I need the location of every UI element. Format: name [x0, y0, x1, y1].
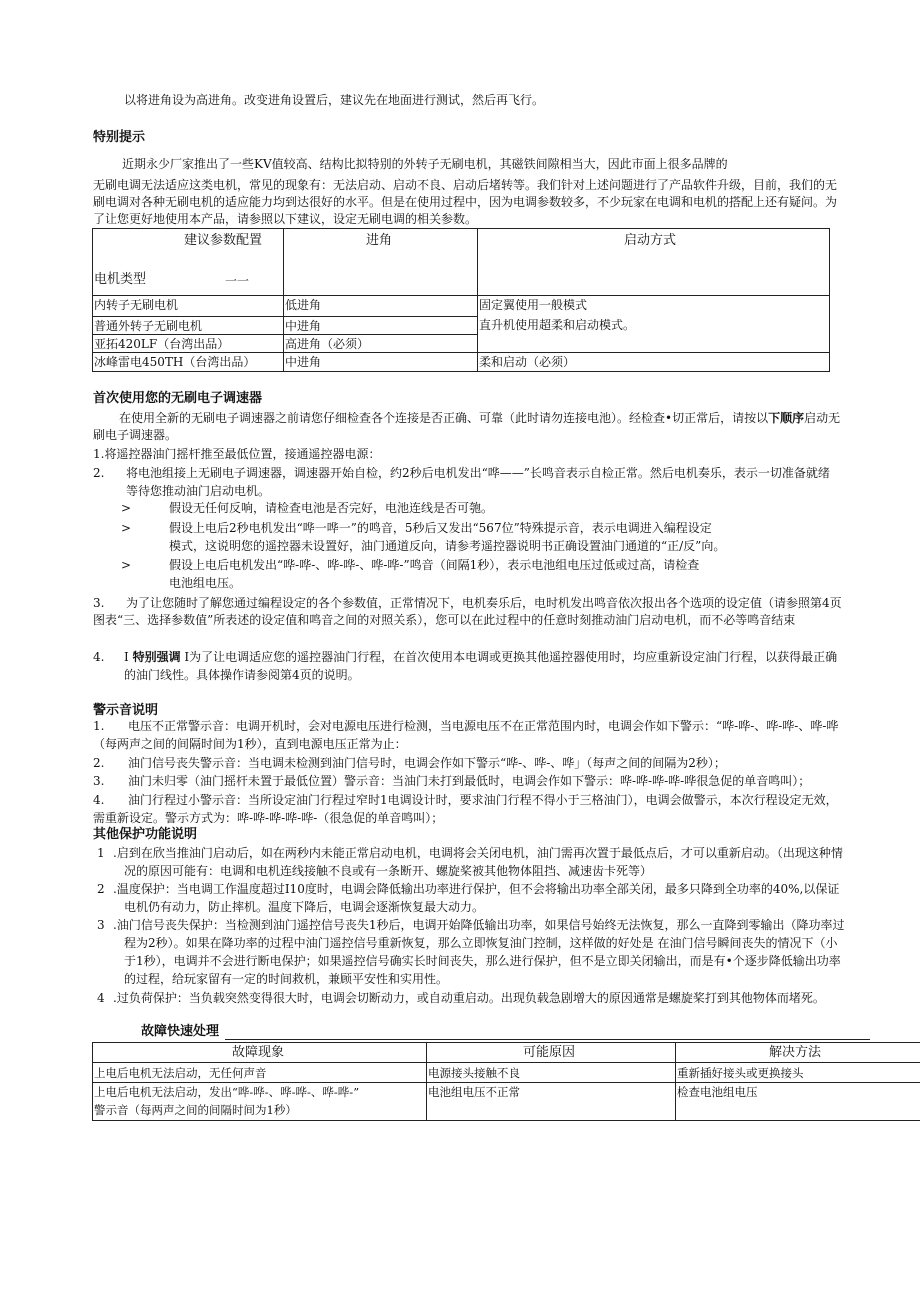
warning-number: 4. — [93, 793, 105, 807]
special-paragraph-line: 无刷电调无法适应这类电机，常见的现象有：无法启动、启动不良、启动后堵转等。我们针对上述问题进行了产品软件升级，目前，我们的无 — [93, 178, 838, 192]
param-corner-bottom: 电机类型 — [94, 272, 147, 287]
warning-item: 油门信号丧失警示音：当电调未检测到油门信号时，电调会作如下警示“哗-、哗-、哗」（每声之间的间隔为2秒）； — [128, 756, 726, 770]
special-paragraph-line: 刷电调对各种无刷电机的适应能力均到达很好的水平。但是在使用过程中，因为电调参数较多，不少玩家在电调和电机的搭配上还有疑问。为 — [93, 195, 838, 209]
warning-number: 2. — [93, 756, 105, 770]
first-use-item: 图表“三、选择参数值”所表述的设定值和鸣音之间的对照关系），您可以在此过程中的任意时刻推动油门启动电机，而不必等鸣音结束 — [93, 613, 796, 627]
first-use-paragraph: 刷电子调速器。 — [93, 428, 178, 442]
param-motor-cell: 普通外转子无刷电机 — [94, 319, 203, 333]
protection-item: 电机仍有动力，防止摔机。温度下降后，电调会逐渐恢复最大动力。 — [124, 900, 485, 914]
warning-number: 3. — [93, 774, 105, 788]
first-use-item-number: 4. — [93, 650, 105, 664]
special-paragraph-line: 近期永少厂家推出了一些KV值较高、结构比拟特别的外转子无刷电机，其磁铁间隙相当大，因此市面上很多品牌的 — [122, 157, 728, 171]
bullet-marker: > — [121, 501, 132, 515]
first-use-item: I 特别强调 I为了让电调适应您的遥控器油门行程，在首次使用本电调或更换其他遥控器使用时，均应重新设定油门行程，以获得最正确 — [124, 650, 838, 664]
protection-number: 4 — [97, 991, 105, 1005]
fault-symptom-cell: 上电后电机无法启动，无任何声音 — [94, 1066, 267, 1080]
param-corner-dash: 一一 — [225, 274, 250, 288]
first-use-item-number: 2. — [93, 466, 105, 480]
param-corner-top: 建议参数配置 — [184, 233, 263, 248]
protection-title: 其他保护功能说明 — [93, 827, 198, 842]
warning-title: 警示音说明 — [93, 703, 159, 718]
protection-item: 的过程，给玩家留有一定的时间救机，兼顾平安性和实用性。 — [124, 972, 449, 986]
param-angle-cell: 中进角 — [285, 319, 322, 333]
first-use-title: 首次使用您的无刷电子调速器 — [93, 391, 263, 406]
protection-item: .启到在欣当推油门启动后，如在两秒内未能正常启动电机，电调将会关闭电机，油门需再次置于最低点后，才可以重新启动。（出现这种情 — [113, 846, 843, 860]
param-col-angle: 进角 — [366, 233, 393, 248]
param-col-start: 启动方式 — [624, 233, 677, 248]
param-motor-cell: 亚拓420LF（台湾出品） — [94, 337, 230, 351]
fault-fix-cell: 重新插好接头或更换接头 — [677, 1066, 804, 1080]
protection-item: .温度保护：当电调工作温度超过I10度时，电调会降低输出功率进行保护，但不会将输出功率全部关闭，最多只降到全功率的40%,以保证 — [113, 882, 840, 896]
bullet-marker: > — [121, 558, 132, 572]
first-use-item: 1.将遥控器油门摇杆推至最低位置，接通遥控器电源： — [93, 447, 381, 461]
protection-item: .油门信号丧失保护：当检测到油门遥控信号丧失1秒后，电调开始降低输出功率，如果信号始终无法恢复，那么一直降到零输出（降功率过 — [113, 918, 845, 932]
special-paragraph-line: 了让您更好地使用本产品，请参照以下建议，设定无刷电调的相关参数。 — [93, 212, 478, 226]
fault-symptom-cell: 上电后电机无法启动，发出“哗-哗-、哗-哗-、哗-哗-” — [94, 1085, 360, 1099]
protection-item: 于1秒），电调并不会进行断电保护；如果遥控信号确实长时间丧失，那么进行保护，但不是立即关闭输出，而是有•个逐步降低输出功率 — [124, 954, 841, 968]
fault-col-symptom: 故障现象 — [232, 1045, 285, 1060]
protection-number: 2 — [97, 882, 105, 896]
param-motor-cell: 内转子无刷电机 — [94, 298, 179, 312]
first-use-bullet: 假设上电后2秒电机发出“哗一哗一”的鸣音，5秒后又发出“567位”特殊提示音，表示电调进入编程设定 — [169, 521, 712, 535]
fault-symptom-cell: 警示音（每两声之间的间隔时间为1秒） — [94, 1103, 297, 1117]
param-start-cell: 直升机使用超柔和启动模式。 — [479, 318, 636, 332]
first-use-item: 将电池组接上无刷电子调速器，调速器开始自检，约2秒后电机发出“哗——”长鸣音表示自检正常。然后电机奏乐，表示一切准备就绪 — [126, 466, 830, 480]
first-use-paragraph: 在使用全新的无刷电子调速器之前请您仔细检查各个连接是否正确、可靠（此时请勿连接电池）。经检查•切正常后，请按以下顺序启动无 — [119, 411, 841, 425]
protection-item: .过负荷保护：当负载突然变得很大时，电调会切断动力，或自动重启动。出现负载急剧增大的原因通常是螺旋桨打到其他物体而堵死。 — [113, 991, 825, 1005]
bullet-marker: > — [121, 521, 132, 535]
protection-number: 3 — [97, 918, 105, 932]
protection-item: 况的原因可能有：电调和电机连线接触不良或有一条断开、螺旋桨被其他物体阻挡、减速齿卡死等） — [124, 864, 653, 878]
warning-item: 电压不正常警示音：电调开机时，会对电源电压进行检测，当电源电压不在正常范围内时，电调会作如下警示：“哗-哗-、哗-哗-、哗-哗 — [128, 719, 839, 733]
protection-number: 1 — [97, 846, 105, 860]
warning-item: （每两声之间的间隔时间为1秒），直到电源电压正常为止： — [93, 737, 407, 751]
fault-col-fix: 解决方法 — [769, 1045, 822, 1060]
first-use-bullet: 假设无任何反响，请检查电池是否完好，电池连线是否可匏。 — [169, 501, 494, 515]
param-motor-cell: 冰峰雷电450TH（台湾出品） — [94, 355, 256, 369]
first-use-bullet: 模式，这说明您的遥控器未设置好，油门通道反向，请参考遥控器说明书正确设置油门通道的“正/反”向。 — [169, 539, 726, 553]
param-angle-cell: 低进角 — [285, 298, 322, 312]
param-angle-cell: 高进角（必须） — [285, 337, 370, 351]
fault-cause-cell: 电源接头接触不良 — [428, 1066, 520, 1080]
fault-title-rule — [225, 1039, 870, 1040]
param-start-cell: 固定翼使用一般模式 — [479, 298, 588, 312]
param-angle-cell: 中进角 — [285, 355, 322, 369]
param-start-cell: 柔和启动（必须） — [479, 355, 576, 369]
fault-fix-cell: 检查电池组电压 — [677, 1085, 758, 1099]
fault-cause-cell: 电池组电压不正常 — [428, 1085, 520, 1099]
first-use-bullet: 电池组电压。 — [169, 576, 242, 590]
first-use-item: 的油门线性。具体操作请参阅第4页的说明。 — [124, 668, 360, 682]
protection-item: 程为2秒）。如果在降功率的过程中油门遥控信号重新恢复，那么立即恢复油门控制，这样做的好处是 在油门信号瞬间丧失的情况下（小 — [124, 936, 838, 950]
warning-item: 油门未归零（油门摇杆未置于最低位置）警示音：当油门未打到最低时，电调会作如下警示：哗-哗-哗-哗-哗很急促的单音鸣叫）； — [128, 774, 811, 788]
first-use-bullet: 假设上电后电机发出“哗-哗-、哗-哗-、哗-哗-”鸣音（间隔1秒），表示电池组电压过低或过高，请检查 — [169, 558, 700, 572]
first-use-item-number: 3. — [93, 596, 105, 610]
first-use-item: 等待您推动油门启动电机。 — [126, 484, 271, 498]
fault-col-cause: 可能原因 — [523, 1045, 576, 1060]
intro-line: 以将进角设为高进角。改变进角设置后，建议先在地面进行测试，然后再飞行。 — [124, 93, 545, 107]
fault-title: 故障快速处理 — [141, 1024, 220, 1039]
warning-number: 1. — [93, 719, 105, 733]
first-use-item: 为了让您随时了解您通过编程设定的各个参数值，正常情况下，电机奏乐后，电时机发出鸣音依次报出各个选项的设定值（请参照第4页 — [126, 596, 842, 610]
warning-item: 需重新设定。警示方式为：哗-哗-哗-哗-哗-（很急促的单音鸣叫）； — [93, 811, 444, 825]
warning-item: 油门行程过小警示音：当所设定油门行程过窄时1电调设计时，要求油门行程不得小于三格油门），电调会做警示，本次行程设定无效， — [128, 793, 838, 807]
special-title: 特别提示 — [93, 130, 146, 145]
